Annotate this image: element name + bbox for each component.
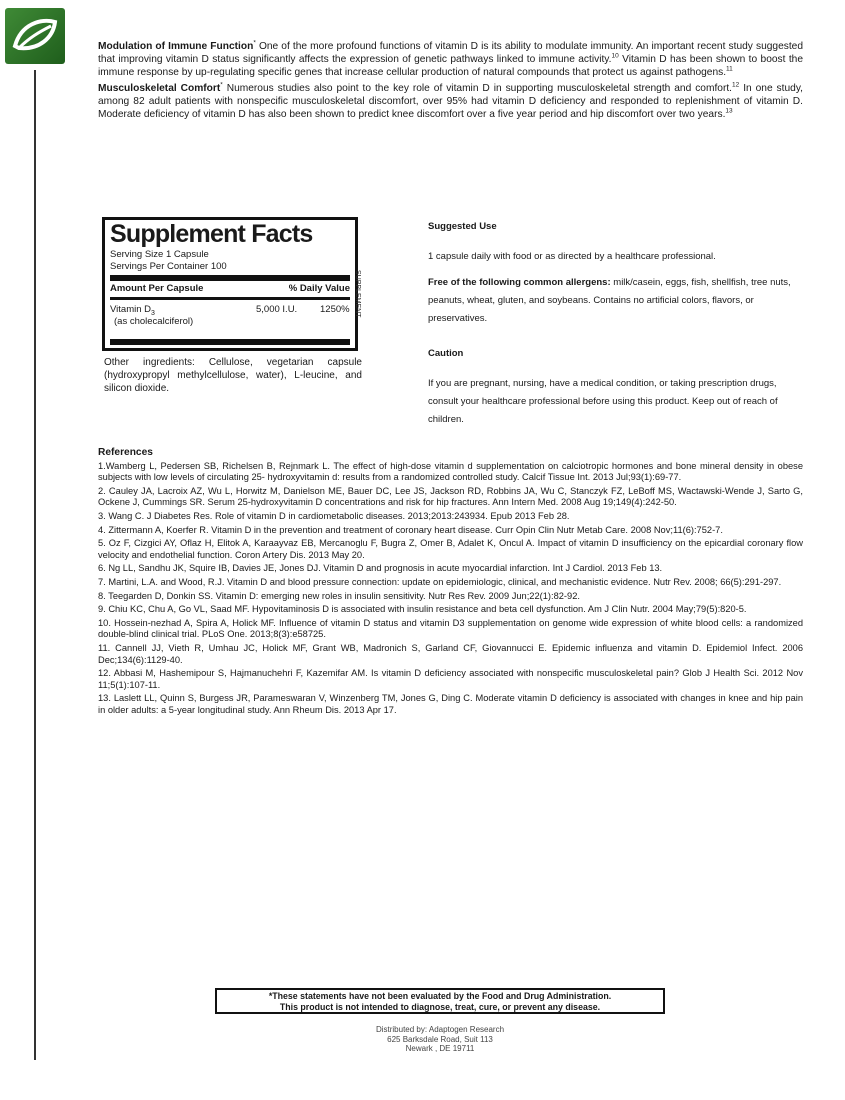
nutrient-row	[110, 304, 350, 330]
fda-disclaimer-box	[215, 988, 665, 1014]
nutrient-daily-value: 1250%	[320, 304, 350, 315]
musculoskeletal-heading-marker: *	[220, 81, 223, 89]
allergens-heading: Free of the following common allergens:	[428, 277, 611, 288]
reference-item: 13. Laslett LL, Quinn S, Burgess JR, Parameswaran V, Winzenberg TM, Jones G, Ding C. Moderate vitamin D deficiency is associated with changes in knee and hip pain in older adults: a 5-year longitudinal study. Ann Rheum Dis. 2013 Apr 17.	[98, 693, 803, 715]
references-heading: References	[98, 447, 153, 458]
facts-divider	[110, 297, 350, 300]
reference-item: 10. Hossein-nezhad A, Spira A, Holick MF. Influence of vitamin D status and vitamin D3 supplementation on genome wide expression of white blood cells: a randomized double-blind clinical trial. PLoS One. 2013;8(3):e58725.	[98, 617, 803, 640]
reference-item: 5. Oz F, Cizgici AY, Oflaz H, Elitok A, Karaayvaz EB, Mercanoglu F, Bugra Z, Omer B, Adalet K, Oncul A. Impact of vitamin D insufficiency on the epicardial coronary flow velocity and endothelial function. Coron Artery Dis. 2013 May 20.	[98, 538, 803, 560]
immune-sup-b: 11	[726, 66, 733, 74]
facts-divider-bottom	[110, 339, 350, 345]
other-ingredients: Other ingredients: Cellulose, vegetarian capsule (hydroxypropyl methylcellulose, water), L-leucine, and silicon dioxide.	[104, 357, 362, 394]
reference-item: 12. Abbasi M, Hashemipour S, Hajmanuchehri F, Kazemifar AM. Is vitamin D deficiency associated with nonspecific musculoskeletal pain? Glob J Health Sci. 2012 Nov 11;5(1):107-11.	[98, 668, 803, 690]
immune-text-a: One of the more profound functions of vitamin D is its ability to modulate immunity. An important recent study suggested that improving vitamin D status significantly affects the expression of genetic pathways linked to immune activity.	[98, 41, 803, 66]
supplement-facts-title: Supplement Facts	[110, 220, 313, 248]
left-margin-rule	[34, 70, 36, 1060]
immune-text-b: Vitamin D has been shown to boost the immune response by up-regulating specific genes that increase cellular production of natural compounds that protect us against pathogens.	[98, 54, 803, 79]
distributor-info	[340, 1025, 540, 1054]
distributor-line-3: Newark , DE 19711	[405, 1044, 475, 1053]
reference-item: 11. Cannell JJ, Vieth R, Umhau JC, Holick MF, Grant WB, Madronich S, Garland CF, Giovannucci E. Epidemic influenza and vitamin D. Epidemiol Infect. 2006 Dec;134(6):1129-40.	[98, 642, 803, 665]
daily-value-header: % Daily Value	[288, 283, 350, 294]
amount-per-capsule-header: Amount Per Capsule	[110, 283, 204, 294]
immune-heading: Modulation of Immune Function	[98, 41, 254, 52]
nutrient-form: (as cholecalciferol)	[114, 316, 194, 327]
references-list	[98, 461, 803, 717]
nutrient-amount: 5,000 I.U.	[256, 304, 298, 315]
intro-section	[98, 40, 803, 123]
suggested-use-heading: Suggested Use	[428, 221, 497, 232]
distributor-line-2: 625 Barksdale Road, Suit 113	[387, 1034, 493, 1044]
facts-divider-thick	[110, 275, 350, 281]
serving-size: Serving Size 1 Capsule	[110, 249, 209, 260]
supplement-facts-panel	[102, 217, 358, 351]
brand-logo	[5, 8, 65, 64]
servings-per-container: Servings Per Container 100	[110, 261, 227, 272]
facts-column-header	[110, 283, 350, 295]
reference-item: 8. Teegarden D, Donkin SS. Vitamin D: emerging new roles in insulin sensitivity. Nutr Res Rev. 2009 Jun;22(1):82-92.	[98, 590, 580, 601]
reference-item: 4. Zittermann A, Koerfer R. Vitamin D in the prevention and treatment of coronary heart disease. Curr Opin Clin Nutr Metab Care. 2008 Nov;11(6):752-7.	[98, 524, 723, 535]
suggested-use-block	[428, 218, 798, 266]
musculoskeletal-text-b: In one study, among 82 adult patients with nonspecific musculoskeletal discomfort, over 95% had vitamin D deficiency and responded to replenishment of vitamin D. Moderate deficiency of vitamin D has also been shown to predict knee discomfort over a five year period and hip discomfort over two years.	[98, 82, 803, 121]
allergens-block	[428, 274, 798, 328]
leaf-icon	[11, 16, 59, 56]
reference-item: 1.Wamberg L, Pedersen SB, Richelsen B, Rejnmark L. The effect of high-dose vitamin d supplementation on calciotropic hormones and bone mineral density in obese subjects with low levels of circulating 25- hydroxyvitamin d: results from a randomized controlled study. Calcif Tissue Int. 2013 Jul;93(1):69-77.	[98, 460, 803, 483]
reference-item: 6. Ng LL, Sandhu JK, Squire IB, Davies JE, Jones DJ. Vitamin D and prognosis in acute myocardial infarction. Int J Cardiol. 2013 Feb 13.	[98, 563, 663, 574]
musculoskeletal-text-a: Numerous studies also point to the key role of vitamin D in supporting musculoskeletal strength and comfort.	[222, 82, 733, 94]
suggested-use-text: 1 capsule daily with food or as directed by a healthcare professional.	[428, 251, 716, 262]
immune-paragraph	[98, 40, 803, 80]
allergens-text: milk/casein, eggs, fish, shellfish, tree nuts, peanuts, wheat, gluten, and soybeans. Contains no artificial colors, flavors, or preservatives.	[428, 277, 791, 324]
disclaimer-line-1: *These statements have not been evaluated by the Food and Drug Administration.	[268, 991, 612, 1001]
musculoskeletal-sup-b: 13	[725, 107, 733, 115]
reference-item: 7. Martini, L.A. and Wood, R.J. Vitamin D and blood pressure connection: update on epidemiologic, clinical, and mechanistic evidence. Nutr Rev. 2008; 66(5):291-297.	[98, 576, 782, 587]
immune-heading-marker: *	[253, 39, 256, 47]
reference-item: 3. Wang C. J Diabetes Res. Role of vitamin D in cardiometabolic diseases. 2013;2013:243934. Epub 2013 Feb 28.	[98, 510, 570, 521]
nutrient-name-text: Vitamin D	[110, 304, 152, 315]
caution-heading: Caution	[428, 348, 464, 359]
distributor-line-1: Distributed by: Adaptogen Research	[375, 1025, 505, 1034]
caution-block	[428, 345, 798, 429]
reference-item: 9. Chiu KC, Chu A, Go VL, Saad MF. Hypovitaminosis D is associated with insulin resistance and beta cell dysfunction. Am J Clin Nutr. 2004 May;79(5):820-5.	[98, 604, 747, 615]
nutrient-name-sub: 3	[151, 309, 155, 317]
references-section	[98, 447, 803, 718]
facts-side-code: SUPPLEMENT	[354, 270, 361, 318]
musculoskeletal-sup-a: 12	[732, 81, 740, 89]
musculoskeletal-paragraph	[98, 82, 803, 122]
immune-sup-a: 10	[611, 52, 619, 60]
musculoskeletal-heading: Musculoskeletal Comfort	[98, 82, 221, 94]
caution-text: If you are pregnant, nursing, have a medical condition, or taking prescription drugs, consult your healthcare professional before using this product. Keep out of reach of children.	[428, 378, 778, 425]
reference-item: 2. Cauley JA, Lacroix AZ, Wu L, Horwitz M, Danielson ME, Bauer DC, Lee JS, Jackson RD, Robbins JA, Wu C, Stanczyk FZ, LeBoff MS, Wactawski-Wende J, Sarto G, Ockene J, Cummings SR. Serum 25-hydroxyvitamin D concentrations and risk for hip fractures. Ann Intern Med. 2008 Aug 19;149(4):242-50.	[98, 485, 803, 508]
disclaimer-line-2: This product is not intended to diagnose, treat, cure, or prevent any disease.	[279, 1002, 601, 1012]
